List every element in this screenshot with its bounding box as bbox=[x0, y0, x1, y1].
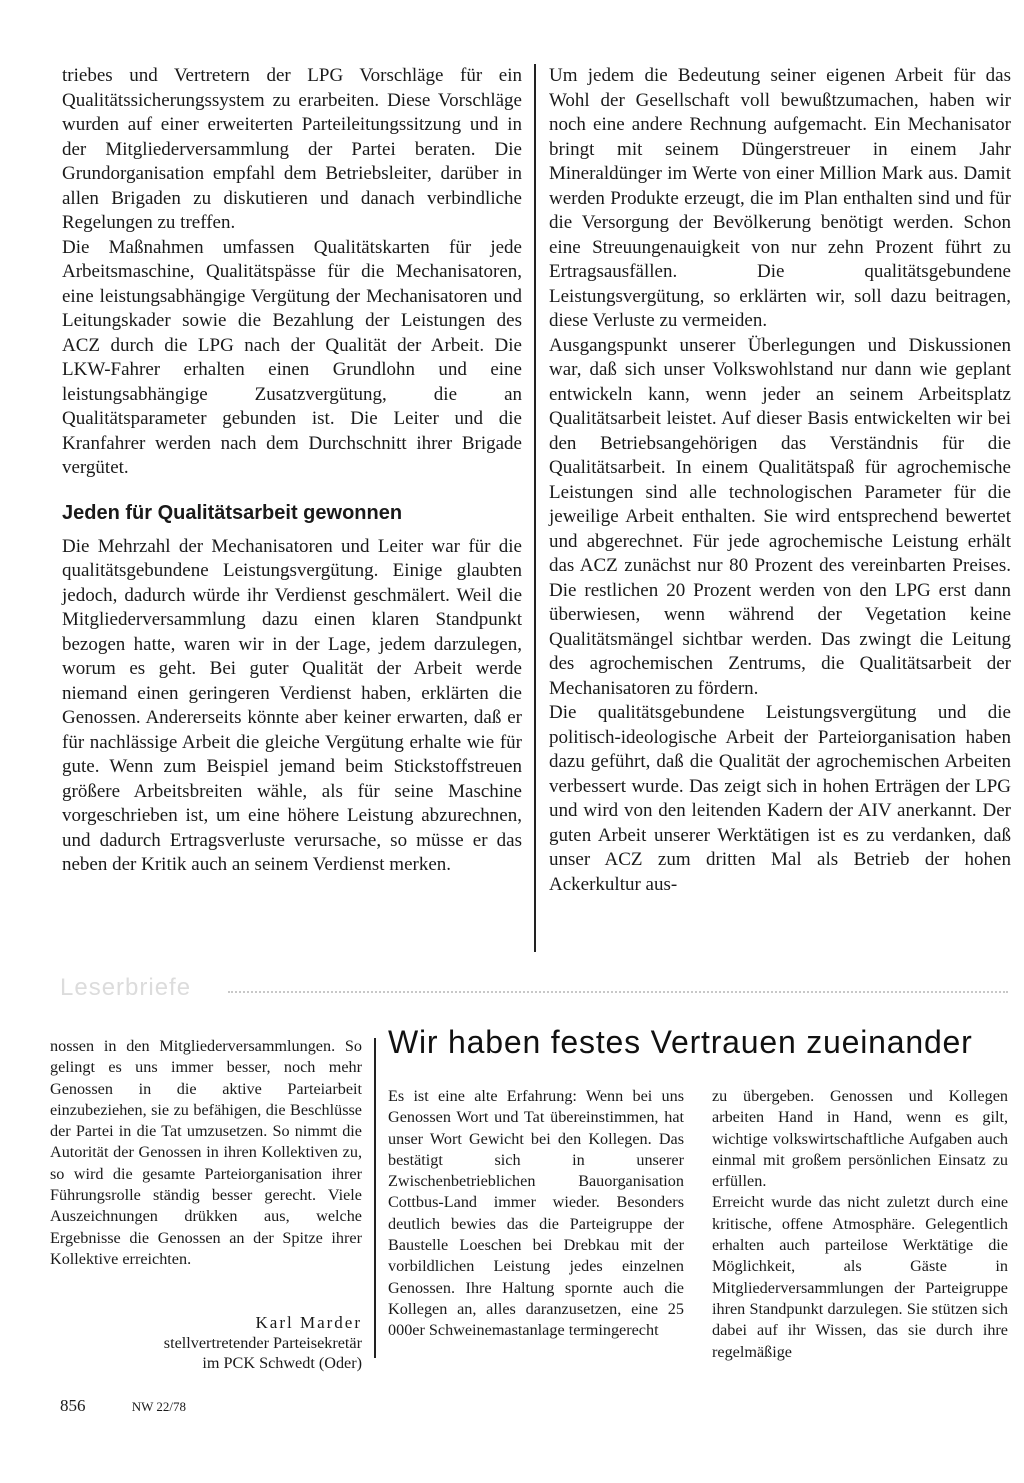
article-paragraph: Ausgangspunkt unserer Überlegungen und Diskussionen war, daß sich unser Volkswohlstand nur dann wie geplant entwickeln kann, wenn jeder an seinem Arbeitsplatz Qualitätsarbeit leistet. Auf dieser Basis entwickelten wir bei den Betriebsangehörigen das Verständnis für die Qualitätsarbeit. In einem Qualitätspaß für agrochemische Leistungen sind alle technologischen Parameter für die jeweilige Arbeit enthalten. Sie wird entsprechend bewertet und abgerechnet. Für jede agrochemische Leistung erhält das ACZ zunächst nur 80 Prozent des vereinbarten Preises. Die restlichen 20 Prozent werden von den LPG erst dann überwiesen, wenn während der Vegetation keine Qualitätsmängel sichtbar werden. Das zwingt die Leitung des agrochemischen Zentrums, die Qualitätsarbeit der Mechanisatoren zu fördern. bbox=[549, 334, 1011, 699]
letter-right-column bbox=[712, 1086, 1008, 1363]
author-place: im PCK Schwedt (Oder) bbox=[202, 1354, 362, 1372]
column-divider bbox=[534, 64, 536, 952]
page-footer bbox=[60, 1396, 186, 1417]
letter-paragraph: nossen in den Mitgliederversammlungen. So gelingt es uns immer besser, noch mehr Genossen in die aktive Parteiarbeit einzubeziehen, sie zu befähigen, die Beschlüsse der Partei in die Tat umzusetzen. So nimmt die Autorität der Genossen in ihren Kollektiven zu, so wird die gesamte Parteiorganisation ihrer Führungsrolle ständig besser gerecht. Viele Auszeichnungen drükken aus, welche Ergebnisse die Genossen an der Spitze ihrer Kollektive erreichten. bbox=[50, 1037, 362, 1268]
author-role: stellvertretender Parteisekretär bbox=[163, 1334, 362, 1352]
author-name: Karl Marder bbox=[255, 1313, 362, 1332]
letter-headline: Wir haben festes Vertrauen zueinander bbox=[388, 1024, 973, 1060]
article-paragraph: Um jedem die Bedeutung seiner eigenen Arbeit für das Wohl der Gesellschaft voll bewußtzumachen, haben wir noch eine andere Rechnung aufgemacht. Ein Mechanisator bringt mit seinem Düngerstreuer in einem Jahr Mineraldünger im Werte von einer Million Mark aus. Damit werden Produkte erzeugt, die im Plan enthalten sind und für die Versorgung der Bevölkerung benötigt werden. Schon eine Streuungenauigkeit von nur zehn Prozent führt zu Ertragsausfällen. Die qualitätsgebundene Leistungsvergütung, so erklärten wir, soll dazu beitragen, diese Verluste zu vermeiden. bbox=[549, 65, 1011, 331]
page-number: 856 bbox=[60, 1396, 86, 1415]
article-paragraph: Die Mehrzahl der Mechanisatoren und Leiter war für die qualitätsgebundene Leistungsvergütung. Einige glaubten jedoch, dadurch würde ihr Verdienst geschmälert. Weil die Mitgliederversammlung dazu einen klaren Standpunkt bezogen hatte, waren wir in der Lage, jedem darzulegen, worum es geht. Bei guter Qualität der Arbeit werde niemand einen geringeren Verdienst haben, erklärten die Genossen. Andererseits könnte aber keiner erwarten, daß er für nachlässige Arbeit die gleiche Vergütung erhalte wie für gute. Wenn zum Beispiel jemand beim Stickstoffstreuen größere Arbeitsbreiten wähle, als für seine Maschine vorgeschrieben ist, um eine höhere Leistung abzurechnen, und dadurch Ertragsverluste verursache, so müsse er das neben der Kritik auch an seinem Verdienst merken. bbox=[62, 535, 522, 875]
letter-paragraph: Es ist eine alte Erfahrung: Wenn bei uns Genossen Wort und Tat übereinstimmen, hat unser Wort Gewicht bei den Kollegen. Das bestätigt sich in unserer Zwischenbetrieblichen Bauorganisation Cottbus-Land immer wieder. Besonders deutlich bewies das die Parteigruppe der Baustelle Loeschen bei Drebkau mit der vorbildlichen Leistung jedes einzelnen Genossen. Ihre Haltung spornte auch die Kollegen an, alles daranzusetzen, eine 25 000er Schweinemastanlage termingerecht bbox=[388, 1087, 684, 1340]
article-paragraph: Die Maßnahmen umfassen Qualitätskarten für jede Arbeitsmaschine, Qualitätspässe für die Mechanisatoren, eine leistungsabhängige Vergütung der Mechanisatoren und Leitungskader sowie die Bezahlung der Leistungen des ACZ durch die LPG nach der Qualität der Arbeit. Die LKW-Fahrer erhalten einen Grundlohn und eine leistungsabhängige Zusatzvergütung, die an Qualitätsparameter gebunden ist. Die Leiter und die Kranfahrer werden nach dem Durchschnitt ihrer Brigade vergütet. bbox=[62, 236, 522, 478]
section-divider bbox=[228, 991, 1008, 993]
letter-signature bbox=[150, 1313, 362, 1373]
article-left-column bbox=[62, 64, 522, 878]
letter-paragraph: zu übergeben. Genossen und Kollegen arbeiten Hand in Hand, wenn es gilt, wichtige volkswirtschaftliche Aufgaben auch einmal mit großem persönlichen Einsatz zu erfüllen. bbox=[712, 1087, 1008, 1191]
article-paragraph: Die qualitätsgebundene Leistungsvergütung und die politisch-ideologische Arbeit der Parteiorganisation haben dazu geführt, daß die Qualität der agrochemischen Arbeiten verbessert wurde. Das zeigt sich in hohen Erträgen der LPG und wird von den leitenden Kadern der AIV anerkannt. Der guten Arbeit unserer Werktätigen ist es zu verdanken, daß unser ACZ zum dritten Mal als Betrieb der hohen Ackerkultur aus- bbox=[549, 702, 1011, 895]
column-divider bbox=[374, 1038, 376, 1358]
letter-left-column bbox=[50, 1036, 362, 1270]
article-paragraph: triebes und Vertretern der LPG Vorschläge für ein Qualitätssicherungssystem zu erarbeiten. Diese Vorschläge wurden auf einer erweiterten Parteileitungssitzung und in der Mitgliederversammlung der Partei beraten. Die Grundorganisation empfahl dem Betriebsleiter, darüber in allen Brigaden zu diskutieren und danach verbindliche Regelungen zu treffen. bbox=[62, 65, 522, 233]
article-right-column bbox=[549, 64, 1011, 897]
section-label: Leserbriefe bbox=[60, 974, 192, 1001]
issue-label: NW 22/78 bbox=[131, 1399, 187, 1414]
letter-paragraph: Erreicht wurde das nicht zuletzt durch eine kritische, offene Atmosphäre. Gelegentlich erhalten auch parteilose Werktätige die Möglichkeit, als Gäste in Mitgliederversammlungen der Parteigruppe ihren Standpunkt darzulegen. Sie stützen sich dabei auf ihr Wissen, das sie durch ihre regelmäßige bbox=[712, 1193, 1008, 1361]
letter-middle-column bbox=[388, 1086, 684, 1342]
article-subhead: Jeden für Qualitätsarbeit gewonnen bbox=[62, 501, 403, 524]
